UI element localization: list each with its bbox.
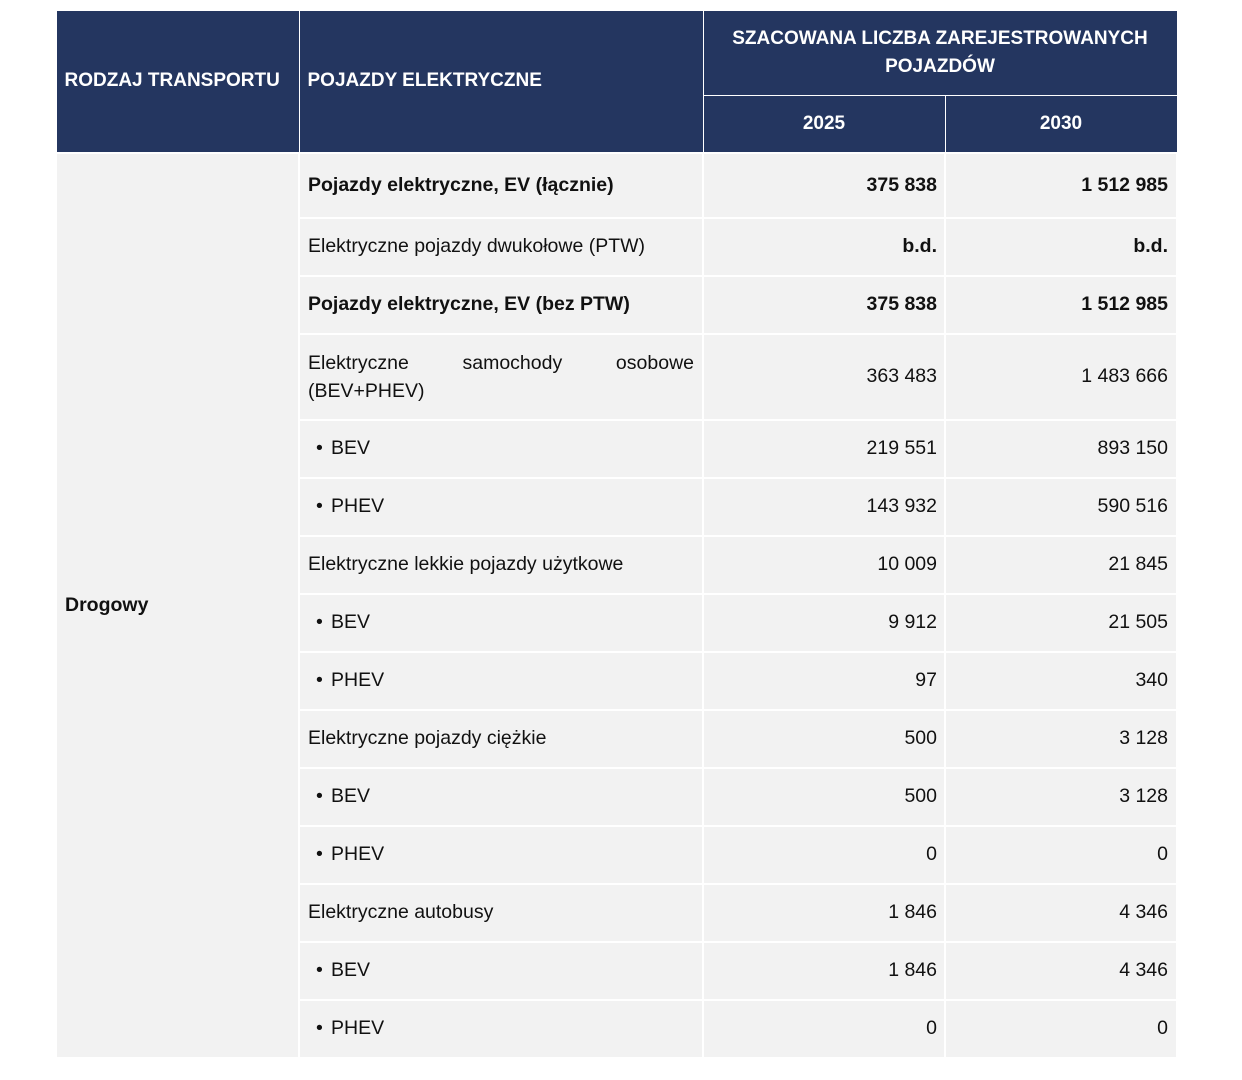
value-2030-cell: 0 [945,826,1177,884]
value-2030-cell: 1 483 666 [945,334,1177,420]
value-2025-cell: 143 932 [703,478,945,536]
bullet-icon: • [316,959,323,981]
vehicle-category-cell [299,218,703,276]
table-body [56,153,1177,1058]
value-2025-cell: 1 846 [703,884,945,942]
value-2025-cell: 0 [703,1000,945,1058]
value-2030-cell: 4 346 [945,942,1177,1000]
vehicle-category-cell [299,710,703,768]
vehicle-category-label: Elektryczne pojazdy ciężkie [308,727,547,749]
value-2030-cell: 893 150 [945,420,1177,478]
bullet-icon: • [316,437,323,459]
value-2025-cell: 375 838 [703,276,945,334]
value-2025-cell: 500 [703,710,945,768]
value-2030-cell: 1 512 985 [945,276,1177,334]
value-2030-cell: 0 [945,1000,1177,1058]
vehicle-category-cell [299,1000,703,1058]
bullet-icon: • [316,843,323,865]
value-2030-cell: 3 128 [945,710,1177,768]
vehicle-category-label: PHEV [331,843,385,865]
value-2025-cell: b.d. [703,218,945,276]
vehicles-table [55,10,1178,1059]
header-electric-vehicles: POJAZDY ELEKTRYCZNE [299,11,703,153]
vehicle-category-cell [299,536,703,594]
value-2030-cell: 21 845 [945,536,1177,594]
vehicle-category-label: Elektryczne samochody osobowe (BEV+PHEV) [308,351,694,402]
vehicle-category-cell [299,884,703,942]
value-2030-cell: 21 505 [945,594,1177,652]
vehicle-category-label: Pojazdy elektryczne, EV (bez PTW) [308,293,630,315]
value-2030-cell: 1 512 985 [945,153,1177,218]
header-transport-type: RODZAJ TRANSPORTU [56,11,299,153]
vehicle-category-label: PHEV [331,1017,385,1039]
vehicle-category-cell [299,594,703,652]
vehicle-category-cell [299,826,703,884]
value-2030-cell: 340 [945,652,1177,710]
value-2030-cell: b.d. [945,218,1177,276]
bullet-icon: • [316,785,323,807]
vehicle-category-cell [299,478,703,536]
value-2030-cell: 590 516 [945,478,1177,536]
bullet-icon: • [316,611,323,633]
value-2025-cell: 375 838 [703,153,945,218]
vehicle-category-label: Pojazdy elektryczne, EV (łącznie) [308,173,614,196]
vehicle-category-label: PHEV [331,669,385,691]
bullet-icon: • [316,495,323,517]
transport-type-cell: Drogowy [56,153,299,1058]
header-estimated-count: SZACOWANA LICZBA ZAREJESTROWANYCH POJAZDÓW [703,11,1177,96]
vehicle-category-label: Elektryczne pojazdy dwukołowe (PTW) [308,235,646,257]
vehicle-category-label: BEV [331,437,371,459]
value-2030-cell: 4 346 [945,884,1177,942]
value-2025-cell: 9 912 [703,594,945,652]
value-2025-cell: 10 009 [703,536,945,594]
value-2030-cell: 3 128 [945,768,1177,826]
header-year-2025: 2025 [703,96,945,153]
bullet-icon: • [316,1017,323,1039]
bullet-icon: • [316,669,323,691]
vehicle-category-label: Elektryczne lekkie pojazdy użytkowe [308,553,624,575]
vehicle-category-cell [299,420,703,478]
vehicle-category-label: BEV [331,785,371,807]
vehicle-category-cell [299,276,703,334]
value-2025-cell: 97 [703,652,945,710]
value-2025-cell: 219 551 [703,420,945,478]
table-row [56,153,1177,218]
vehicle-category-cell [299,768,703,826]
header-year-2030: 2030 [945,96,1177,153]
value-2025-cell: 500 [703,768,945,826]
vehicle-category-label: Elektryczne autobusy [308,901,494,923]
vehicle-category-cell [299,652,703,710]
vehicle-category-label: BEV [331,611,371,633]
vehicle-category-cell [299,153,703,218]
vehicle-category-cell [299,942,703,1000]
vehicle-category-label: PHEV [331,495,385,517]
value-2025-cell: 0 [703,826,945,884]
vehicle-category-cell [299,334,703,420]
vehicle-category-label: BEV [331,959,371,981]
value-2025-cell: 363 483 [703,334,945,420]
value-2025-cell: 1 846 [703,942,945,1000]
table-header [56,11,1177,153]
